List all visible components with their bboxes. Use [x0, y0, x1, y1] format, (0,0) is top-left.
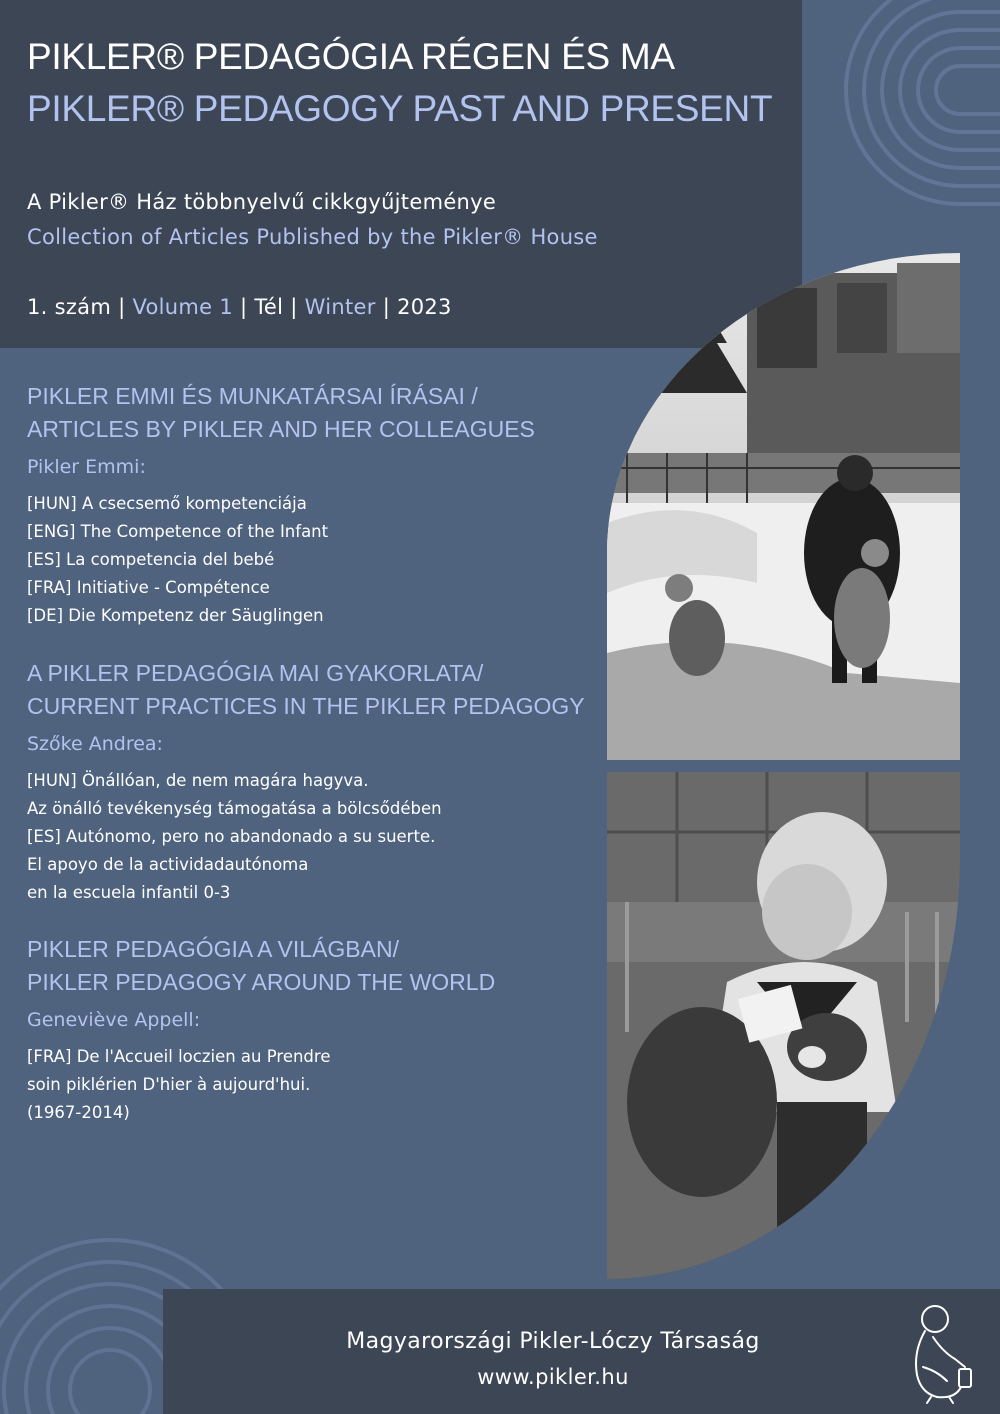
subtitle-english: Collection of Articles Published by the Pikler® House — [27, 225, 598, 249]
title-english: PIKLER® PEDAGOGY PAST AND PRESENT — [27, 88, 773, 129]
issue-year: 2023 — [397, 295, 452, 319]
article-item: [HUN] Önállóan, de nem magára hagyva. — [27, 771, 369, 790]
subtitle-hungarian: A Pikler® Ház többnyelvű cikkgyűjteménye — [27, 190, 497, 214]
issue-season-en: Winter — [304, 295, 376, 319]
issue-separator: | — [290, 295, 298, 319]
child-with-teddy-illustration — [607, 772, 960, 1279]
organization-name: Magyarországi Pikler-Lóczy Társaság — [346, 1329, 760, 1354]
article-item: [DE] Die Kompetenz der Säuglingen — [27, 606, 324, 625]
article-list — [27, 1043, 597, 1127]
article-list — [27, 490, 597, 630]
website-link[interactable]: www.pikler.hu — [477, 1365, 629, 1389]
issue-separator: | — [118, 295, 126, 319]
article-item: [ES] Autónomo, pero no abandonado a su suerte. — [27, 827, 436, 846]
article-item: [FRA] De l'Accueil loczien au Prendre — [27, 1047, 331, 1066]
issue-separator: | — [240, 295, 248, 319]
section-heading-en: PIKLER PEDAGOGY AROUND THE WORLD — [27, 969, 496, 995]
issue-season-hu: Tél — [254, 295, 284, 319]
issue-number-hu: 1. szám — [27, 295, 112, 319]
title-hungarian: PIKLER® PEDAGÓGIA RÉGEN ÉS MA — [27, 36, 675, 77]
issue-number-en: Volume 1 — [132, 295, 234, 319]
article-item: soin piklérien D'hier à aujourd'hui. — [27, 1075, 311, 1094]
section-heading-hu: A PIKLER PEDAGÓGIA MAI GYAKORLATA/ — [27, 660, 484, 686]
section-author: Szőke Andrea: — [27, 733, 163, 755]
section-author: Geneviève Appell: — [27, 1009, 201, 1031]
article-item: [HUN] A csecsemő kompetenciája — [27, 494, 307, 513]
footer-band — [163, 1289, 1000, 1414]
article-item: [ENG] The Competence of the Infant — [27, 522, 329, 541]
section-current-practices — [27, 657, 597, 907]
section-heading-en: CURRENT PRACTICES IN THE PIKLER PEDAGOGY — [27, 693, 585, 719]
section-heading-hu: PIKLER EMMI ÉS MUNKATÁRSAI ÍRÁSAI / — [27, 383, 478, 409]
section-author: Pikler Emmi: — [27, 456, 146, 478]
article-item: El apoyo de la actividadautónoma — [27, 855, 309, 874]
issue-separator: | — [382, 295, 391, 319]
section-heading-hu: PIKLER PEDAGÓGIA A VILÁGBAN/ — [27, 936, 399, 962]
article-list — [27, 767, 597, 907]
article-item: Az önálló tevékenység támogatása a bölcsődében — [27, 799, 442, 818]
article-item: (1967-2014) — [27, 1103, 130, 1122]
section-heading-en: ARTICLES BY PIKLER AND HER COLLEAGUES — [27, 416, 535, 442]
child-logo-icon — [903, 1297, 983, 1407]
photo-child-with-teddy — [607, 772, 960, 1279]
section-around-the-world — [27, 933, 597, 1127]
article-item: [FRA] Initiative - Compétence — [27, 578, 270, 597]
article-item: en la escuela infantil 0-3 — [27, 883, 231, 902]
issue-line — [27, 295, 452, 319]
header-accent-strip — [802, 0, 1000, 252]
section-pikler-writings — [27, 380, 597, 630]
article-item: [ES] La competencia del bebé — [27, 550, 275, 569]
